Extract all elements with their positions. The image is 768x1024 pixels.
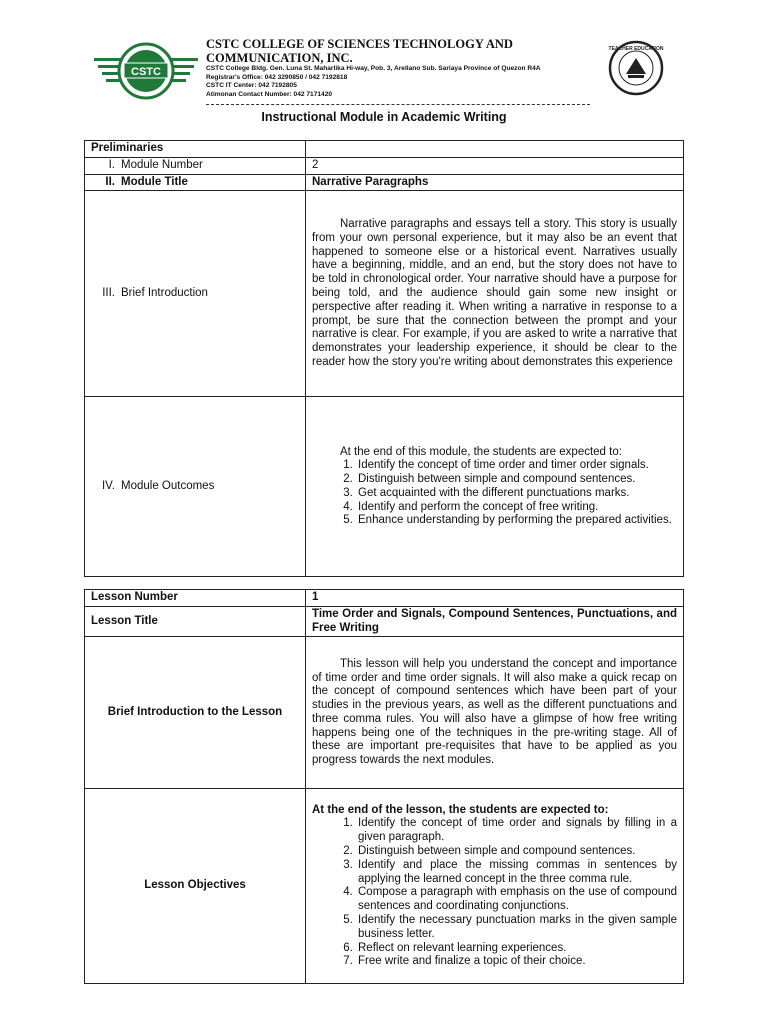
list-item: 5. Enhance understanding by performing the prepared activities. [356,514,677,528]
lesson-title-value: Time Order and Signals, Compound Sentences, Punctuations, and Free Writing [306,606,684,637]
lesson-number-value: 1 [306,590,684,607]
table-row [85,789,684,984]
module-number-value: 2 [306,157,684,174]
lesson-number-label: Lesson Number [85,590,306,607]
list-item: 2. Distinguish between simple and compound sentences. [356,473,677,487]
it-center-contact: CSTC IT Center: 042 7192805 [206,82,297,90]
brief-introduction-text: Narrative paragraphs and essays tell a story. This story is usually from your own personal experience, but it may also be an event that happened to someone else or a historical event. Narratives usually have a beginning, middle, and an end, but the story does not have to be told in chronological order. Your narrative should have a purpose for being told, and the audience should gain some new insight or perspective after reading it. When writing a narrative in response to a prompt, be sure that the connection between the prompt and your narrative is clear. For example, if you are asked to write a narrative that demonstrates your leadership experience, it should be clear to the reader how the story you're writing about demonstrates this experience [306,191,684,397]
list-item: 1. Identify the concept of time order and signals by filling in a given paragraph. [356,817,677,845]
school-logo-icon [94,40,198,102]
header-divider [206,104,590,105]
teacher-education-seal-icon [604,40,668,96]
preliminaries-heading: Preliminaries [85,141,306,158]
lesson-objectives-content [306,789,684,984]
school-info [206,38,606,105]
module-title-label: II. Module Title [85,174,306,191]
lesson-intro-text: This lesson will help you understand the concept and importance of time order and time order signals. It will also make a quick recap on the concept of compound sentences which have been part of your studies in the previous years, as well as the different punctuations and three comma rules. You will also have a glimpse of how free writing happens being one of the techniques in the pre-writing stage. All of these are important pre-requisites that have to be applied as you progress towards the next modules. [306,637,684,789]
table-row [85,606,684,637]
atimonan-contact: Atimonan Contact Number: 042 7171420 [206,90,333,98]
preliminaries-table [84,140,684,577]
lesson-objectives-intro: At the end of the lesson, the students are expected to: [312,803,609,816]
document-header [0,0,768,110]
lesson-table [84,589,684,984]
table-row [85,157,684,174]
list-item: 6. Reflect on relevant learning experiences. [356,942,677,956]
module-outcomes-intro: At the end of this module, the students are expected to: [340,445,622,458]
list-item: 3. Identify and place the missing commas in sentences by applying the learned concept in the three comma rule. [356,859,677,887]
list-item: 1. Identify the concept of time order and timer order signals. [356,459,677,473]
table-row [85,174,684,191]
module-outcomes-label: IV. Module Outcomes [85,397,306,577]
empty-cell [306,141,684,158]
list-item: 2. Distinguish between simple and compound sentences. [356,845,677,859]
table-row [85,141,684,158]
seal-text: TEACHER EDUCATION [608,46,664,52]
school-name-line1: CSTC COLLEGE OF SCIENCES TECHNOLOGY AND [206,37,513,51]
document-title: Instructional Module in Academic Writing [261,110,507,124]
list-item: 5. Identify the necessary punctuation marks in the given sample business letter. [356,914,677,942]
logo-text: CSTC [131,66,161,78]
school-address: CSTC College Bldg. Gen. Luna St. Maharlika Hi-way, Pob. 3, Arellano Sub. Sariaya Province of Quezon R4A [206,65,541,72]
list-item: 3. Get acquainted with the different punctuations marks. [356,487,677,501]
table-row [85,637,684,789]
module-outcomes-content [306,397,684,577]
lesson-objectives-list [312,817,677,969]
table-row [85,397,684,577]
module-title-value: Narrative Paragraphs [306,174,684,191]
brief-introduction-label: III. Brief Introduction [85,191,306,397]
module-number-label: I. Module Number [85,157,306,174]
lesson-title-label: Lesson Title [85,606,306,637]
list-item: 7. Free write and finalize a topic of their choice. [356,955,677,969]
table-row [85,191,684,397]
school-name-line2: COMMUNICATION, INC. [206,50,353,65]
registrar-contact: Registrar's Office: 042 3290850 / 042 7192818 [206,73,348,81]
lesson-intro-label: Brief Introduction to the Lesson [85,637,306,789]
module-outcomes-list [312,459,677,528]
list-item: 4. Compose a paragraph with emphasis on the use of compound sentences and coordinating conjunctions. [356,886,677,914]
list-item: 4. Identify and perform the concept of free writing. [356,501,677,515]
lesson-objectives-label: Lesson Objectives [85,789,306,984]
table-row [85,590,684,607]
